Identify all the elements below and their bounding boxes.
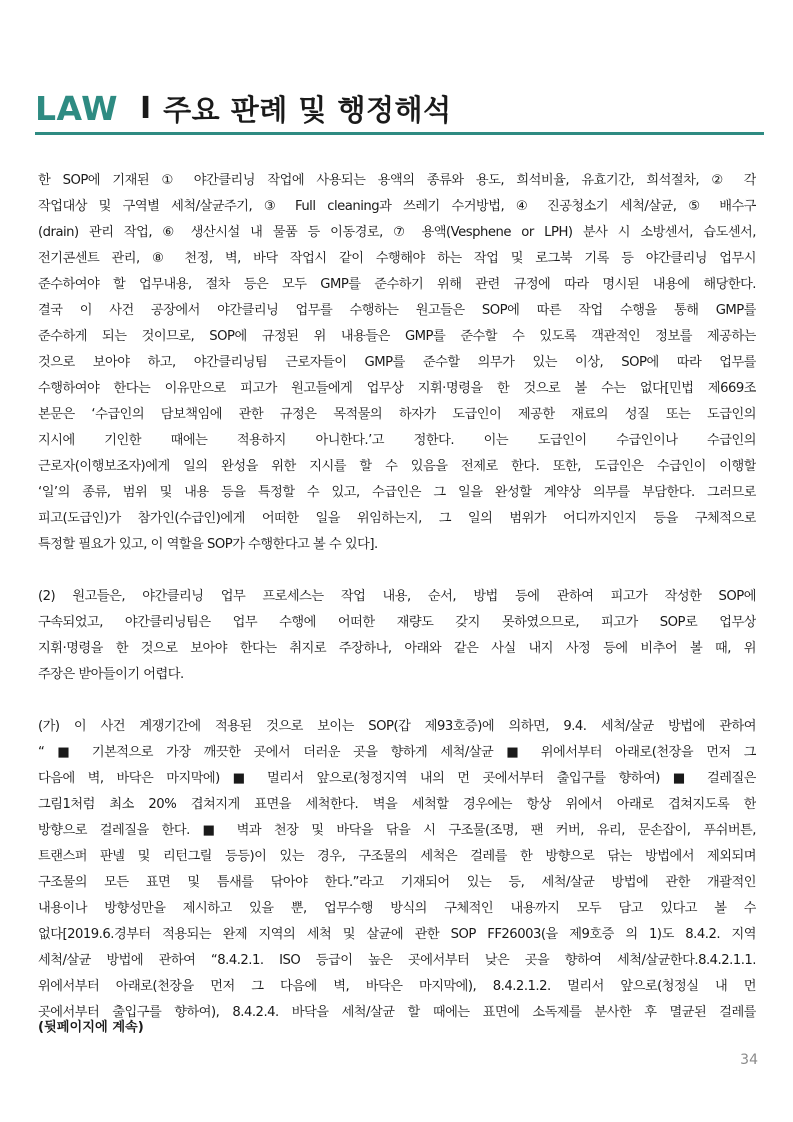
text-line: 위에서부터 아래로(천장을 먼저 그 다음에 벽, 바닥은 마지막에), 8.4.2.1.2. 멀리서 앞으로(청정실 내 먼	[38, 979, 756, 994]
text-line: (drain) 관리 작업, ⑥ 생산시설 내 물품 등 이동경로, ⑦ 용액(Vesphene or LPH) 분사 시 소방센서, 습도센서,	[38, 225, 756, 240]
text-line: 작업대상 및 구역별 세척/살균주기, ③ Full cleaning과 쓰레기 수거방법, ④ 진공청소기 세척/살균, ⑤ 배수구	[38, 199, 756, 214]
text-line: 주장은 받아들이기 어렵다.	[38, 667, 184, 682]
text-line: 다음에 벽, 바닥은 마지막에) ■ 멀리서 앞으로(청정지역 내의 먼 곳에서부터 출입구를 향하여) ■ 걸레질은	[38, 771, 756, 786]
text-line: 지휘·명령을 한 것으로 보아야 한다는 취지로 주장하나, 아래와 같은 사실 내지 사정 등에 비추어 볼 때, 위	[38, 641, 756, 656]
text-line: “ ■ 기본적으로 가장 깨끗한 곳에서 더러운 곳을 향하게 세척/살균 ■ 위에서부터 아래로(천장을 먼저 그	[38, 745, 756, 760]
text-line: 그림1처럼 최소 20% 겹쳐지게 표면을 세척한다. 벽을 세척할 경우에는 항상 위에서 아래로 겹쳐지도록 한	[38, 797, 756, 812]
text-line: 곳에서부터 출입구를 향하여), 8.4.2.4. 바닥을 세척/살균 할 때에는 표면에 소독제를 분사한 후 멸균된 걸레를	[38, 1005, 756, 1020]
paragraph-3	[38, 714, 756, 1026]
text-line: 수행하여야 한다는 이유만으로 피고가 원고들에게 업무상 지휘·명령을 한 것으로 볼 수는 없다[민법 제669조	[38, 381, 756, 396]
text-line: 구조물의 모든 표면 및 틈새를 닦아야 한다.”라고 기재되어 있는 등, 세척/살균 방법에 관한 개괄적인	[38, 875, 756, 890]
text-line: 지시에 기인한 때에는 적용하지 아니한다.’고 정한다. 이는 도급인이 수급인이나 수급인의	[38, 433, 756, 448]
text-line: 근로자(이행보조자)에게 일의 완성을 위한 지시를 할 수 있음을 전제로 한다. 또한, 도급인은 수급인이 이행할	[38, 459, 756, 474]
text-line: 없다[2019.6.경부터 적용되는 완제 지역의 세척 및 살균에 관한 SOP FF26003(을 제9호증 의 1)도 8.4.2. 지역	[38, 927, 756, 942]
section-label: LAW	[35, 88, 118, 128]
page-header	[35, 86, 763, 130]
text-line: ‘일’의 종류, 범위 및 내용 등을 특정할 수 있고, 수급인은 그 일을 완성할 계약상 의무를 부담한다. 그러므로	[38, 485, 756, 500]
text-line: 트랜스퍼 판넬 및 리턴그릴 등등)이 있는 경우, 구조물의 세척은 걸레를 한 방향으로 닦는 방법에서 제외되며	[38, 849, 756, 864]
page-number: 34	[740, 1052, 758, 1068]
page-title: 주요 판례 및 행정해석	[163, 92, 452, 127]
text-line: 구속되었고, 야간클리닝팀은 업무 수행에 어떠한 재량도 갖지 못하였으므로, 피고가 SOP로 업무상	[38, 615, 756, 630]
header-rule	[35, 132, 764, 135]
text-line: 전기콘센트 관리, ⑧ 천정, 벽, 바닥 작업시 같이 수행해야 하는 작업 및 로그북 기록 등 야간클리닝 업무시	[38, 251, 756, 266]
text-line: 결국 이 사건 공장에서 야간클리닝 업무를 수행하는 원고들은 SOP에 따른 작업 수행을 통해 GMP를	[38, 303, 756, 318]
text-line: 방향으로 걸레질을 한다. ■ 벽과 천장 및 바닥을 닦을 시 구조물(조명, 팬 커버, 유리, 문손잡이, 푸쉬버튼,	[38, 823, 756, 838]
text-line: 본문은 ‘수급인의 담보책임에 관한 규정은 목적물의 하자가 도급인이 제공한 재료의 성질 또는 도급인의	[38, 407, 756, 422]
text-line: 피고(도급인)가 참가인(수급인)에게 어떠한 일을 위임하는지, 그 일의 범위가 어디까지인지 등을 구체적으로	[38, 511, 756, 526]
text-line: 내용이나 방향성만을 제시하고 있을 뿐, 업무수행 방식의 구체적인 내용까지 모두 담고 있다고 볼 수	[38, 901, 756, 916]
paragraph-1	[38, 168, 756, 558]
section-separator: I	[140, 90, 152, 126]
text-line: 준수하게 되는 것이므로, SOP에 규정된 위 내용들은 GMP를 준수할 수 있도록 객관적인 정보를 제공하는	[38, 329, 756, 344]
document-body	[38, 168, 756, 1026]
text-line: 세척/살균 방법에 관하여 “8.4.2.1. ISO 등급이 높은 곳에서부터 낮은 곳을 향하여 세척/살균한다.8.4.2.1.1.	[38, 953, 756, 968]
text-line: (2) 원고들은, 야간클리닝 업무 프로세스는 작업 내용, 순서, 방법 등에 관하여 피고가 작성한 SOP에	[38, 589, 756, 604]
text-line: 특정할 필요가 있고, 이 역할을 SOP가 수행한다고 볼 수 있다].	[38, 537, 378, 552]
text-line: 것으로 보아야 하고, 야간클리닝팀 근로자들이 GMP를 준수할 의무가 있는 이상, SOP에 따라 업무를	[38, 355, 756, 370]
paragraph-2	[38, 584, 756, 688]
text-line: (가) 이 사건 계쟁기간에 적용된 것으로 보이는 SOP(갑 제93호증)에 의하면, 9.4. 세척/살균 방법에 관하여	[38, 719, 756, 734]
text-line: 준수하여야 할 업무내용, 절차 등은 모두 GMP를 준수하기 위해 관련 규정에 따라 명시된 내용에 해당한다.	[38, 277, 756, 292]
continuation-note: (뒷페이지에 계속)	[38, 1020, 144, 1035]
text-line: 한 SOP에 기재된 ① 야간클리닝 작업에 사용되는 용액의 종류와 용도, 희석비율, 유효기간, 희석절차, ② 각	[38, 173, 756, 188]
